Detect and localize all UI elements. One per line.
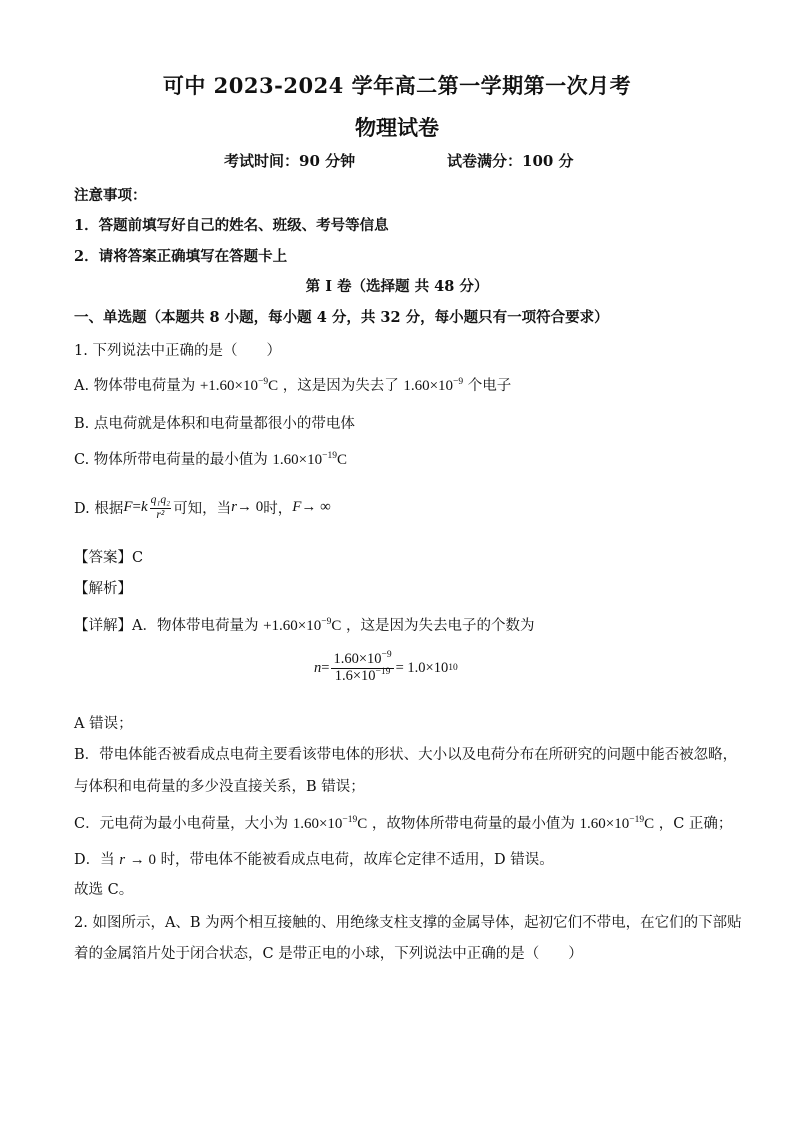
question-1-stem: 1. 下列说法中正确的是（ ） bbox=[74, 343, 281, 359]
option-c-text: C. 物体所带电荷量的最小值为 bbox=[74, 452, 268, 468]
question-2-line-2: 着的金属箔片处于闭合状态，C 是带正电的小球，下列说法中正确的是（ ） bbox=[74, 946, 583, 962]
notice-heading: 注意事项： bbox=[74, 187, 147, 204]
answer-value: C bbox=[132, 550, 144, 566]
option-a-value2: $1.60\times 10^{-9}$ bbox=[403, 377, 464, 394]
q1-b-explain-2: 与体积和电荷量的多少没直接关系，B 错误； bbox=[74, 779, 365, 795]
option-a-mid: ，这是因为失去了 bbox=[282, 378, 399, 394]
exam-time: 考试时间：90 分钟 bbox=[224, 152, 356, 170]
q1-c-explain: C．元电荷为最小电荷量，大小为 $1.60\times 10^{-19}C$ ，故物体所带电荷量的最小值为 $1.60\times 10^{-19}C$ ，C 正确； bbox=[74, 815, 733, 832]
q1-option-b: B. 点电荷就是体积和电荷量都很小的带电体 bbox=[74, 416, 355, 432]
q1-d-explain: D．当 r → 0 时，带电体不能被看成点电荷，故库仑定律不适用，D 错误。 bbox=[74, 852, 554, 868]
option-a-text: A. 物体带电荷量为 bbox=[74, 378, 196, 394]
option-c-value: $1.60\times 10^{-19}C$ bbox=[272, 451, 347, 468]
q1-conclusion: 故选 C。 bbox=[74, 882, 134, 898]
part1-heading: 第 I 卷（选择题 共 48 分） bbox=[305, 278, 489, 295]
question-2-line-1: 2. 如图所示，A、B 为两个相互接触的、用绝缘支柱支撑的金属导体，起初它们不带电，在它们的下部贴 bbox=[74, 915, 742, 931]
notice-item-1: 1．答题前填写好自己的姓名、班级、考号等信息 bbox=[74, 217, 389, 234]
option-d-text: D. 根据 bbox=[74, 501, 124, 518]
q1-answer: 【答案】C bbox=[74, 550, 144, 566]
q1-analysis-label: 【解析】 bbox=[74, 581, 132, 597]
exam-title: 可中 2023-2024 学年高二第一学期第一次月考 bbox=[162, 73, 632, 98]
equation-fraction: $\frac{1.60\times 10^{-9}}{1.6\times 10^{-19}}$ bbox=[333, 650, 392, 684]
q1-option-d: D. 根据 F = k $\frac{\text{q₁q₂}}{\text{r²}}$ 可知，当 r → 0 时， F → ∞ bbox=[74, 494, 331, 521]
notice-item-2: 2．请将答案正确填写在答题卡上 bbox=[74, 248, 288, 265]
section-heading: 一、单选题（本题共 8 小题，每小题 4 分，共 32 分，每小题只有一项符合要求） bbox=[74, 309, 609, 326]
q1-detail-a: 【详解】A．物体带电荷量为 $+1.60\times 10^{-9}C$ ，这是因为失去电子的个数为 bbox=[74, 617, 535, 634]
electron-count-equation: n = $\frac{1.60\times 10^{-9}}{1.6\times 10^{-19}}$ = 1.0×10 10 bbox=[314, 650, 458, 684]
q1-option-a bbox=[74, 374, 511, 395]
q1-option-c bbox=[74, 448, 347, 469]
q1-b-explain-1: B．带电体能否被看成点电荷主要看该带电体的形状、大小以及电荷分布在所研究的问题中能否被忽略， bbox=[74, 747, 738, 763]
coulomb-fraction: $\frac{\text{q₁q₂}}{\text{r²}}$ bbox=[150, 494, 171, 521]
exam-score: 试卷满分：100 分 bbox=[447, 152, 574, 170]
q1-a-verdict: A 错误； bbox=[74, 716, 133, 732]
exam-subject: 物理试卷 bbox=[355, 115, 439, 140]
option-a-post: 个电子 bbox=[467, 378, 512, 394]
option-a-value: $+1.60\times 10^{-9}C$ bbox=[199, 377, 279, 394]
